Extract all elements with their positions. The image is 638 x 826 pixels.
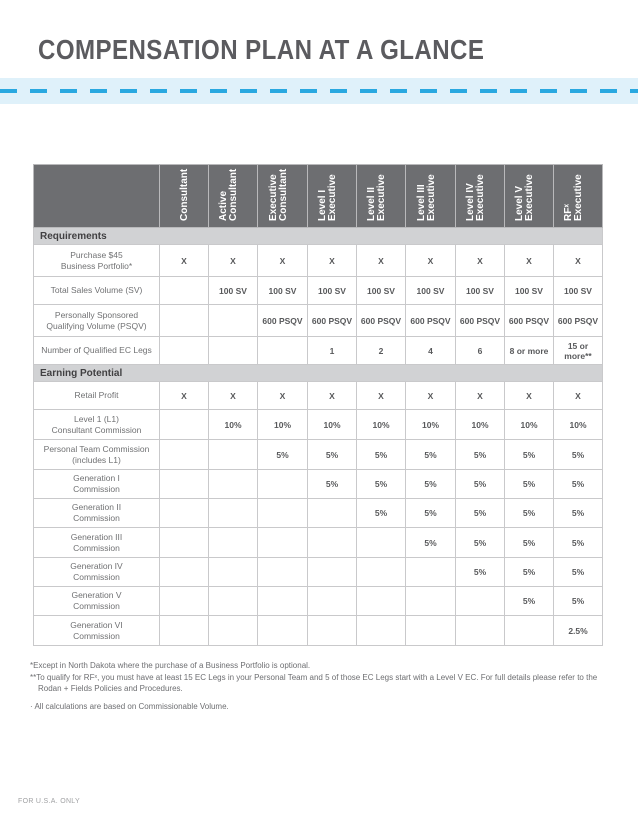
table-cell	[406, 587, 456, 616]
table-cell: 5%	[554, 528, 603, 558]
table-cell: 600 PSQV	[357, 305, 406, 337]
table-cell	[308, 499, 357, 528]
column-header-label: Level II Executive	[366, 174, 387, 221]
section-header-row	[34, 228, 603, 245]
table-cell: 100 SV	[505, 277, 554, 305]
dashed-divider	[0, 78, 638, 104]
table-cell: 100 SV	[258, 277, 308, 305]
table-cell	[406, 616, 456, 646]
table-cell	[209, 528, 258, 558]
table-cell	[160, 410, 209, 440]
table-cell: 10%	[209, 410, 258, 440]
column-header-label: Executive Consultant	[267, 168, 289, 221]
table-cell: 5%	[456, 499, 505, 528]
footer-note: FOR U.S.A. ONLY	[18, 798, 80, 805]
page-title: COMPENSATION PLAN AT A GLANCE	[38, 34, 485, 65]
table-cell: 2.5%	[554, 616, 603, 646]
table-cell	[160, 528, 209, 558]
table-cell: 5%	[554, 440, 603, 470]
row-label: Purchase $45 Business Portfolio*	[34, 245, 160, 277]
table-cell: X	[554, 382, 603, 410]
table-cell: X	[456, 382, 505, 410]
column-header	[406, 165, 456, 228]
table-row	[34, 558, 603, 587]
table-cell	[258, 470, 308, 499]
table-cell	[308, 616, 357, 646]
table-cell: 5%	[505, 558, 554, 587]
table-cell: X	[456, 245, 505, 277]
table-cell: 5%	[406, 470, 456, 499]
table-cell: 5%	[505, 499, 554, 528]
table-cell	[456, 587, 505, 616]
table-cell: 5%	[357, 499, 406, 528]
table-cell	[357, 587, 406, 616]
table-cell: 5%	[505, 470, 554, 499]
table-cell: 1	[308, 337, 357, 365]
table-cell: 5%	[505, 528, 554, 558]
table-cell: 5%	[554, 587, 603, 616]
column-header-label: Level III Executive	[415, 174, 437, 221]
table-cell: 100 SV	[456, 277, 505, 305]
table-cell	[209, 470, 258, 499]
row-label: Generation III Commission	[34, 528, 160, 558]
column-header	[554, 165, 603, 228]
table-row	[34, 528, 603, 558]
table-cell: 10%	[456, 410, 505, 440]
column-header	[209, 165, 258, 228]
table-cell	[258, 616, 308, 646]
row-label: Personal Team Commission (includes L1)	[34, 440, 160, 470]
table-cell	[258, 528, 308, 558]
table-cell: X	[308, 245, 357, 277]
section-header-row	[34, 365, 603, 382]
table-cell	[160, 499, 209, 528]
table-cell: 5%	[505, 440, 554, 470]
table-cell: 5%	[357, 470, 406, 499]
table-cell: 100 SV	[357, 277, 406, 305]
section-title: Earning Potential	[34, 365, 603, 382]
table-cell: 5%	[456, 558, 505, 587]
table-cell: 600 PSQV	[308, 305, 357, 337]
table-cell: 6	[456, 337, 505, 365]
table-cell	[258, 587, 308, 616]
table-cell: 10%	[357, 410, 406, 440]
table-cell: X	[505, 382, 554, 410]
table-row	[34, 305, 603, 337]
table-cell: 5%	[258, 440, 308, 470]
header-row	[34, 165, 603, 228]
table-cell	[258, 558, 308, 587]
table-cell	[160, 440, 209, 470]
row-label: Retail Profit	[34, 382, 160, 410]
table-cell	[209, 558, 258, 587]
table-cell: 600 PSQV	[554, 305, 603, 337]
section-title: Requirements	[34, 228, 603, 245]
column-header	[308, 165, 357, 228]
table-cell	[160, 470, 209, 499]
table-cell: 100 SV	[308, 277, 357, 305]
table-cell: 5%	[456, 440, 505, 470]
table-cell: 15 or more**	[554, 337, 603, 365]
table-cell: 2	[357, 337, 406, 365]
table-cell	[209, 587, 258, 616]
table-cell: 5%	[554, 499, 603, 528]
header-corner	[34, 165, 160, 228]
table-cell: 10%	[505, 410, 554, 440]
table-cell: 100 SV	[209, 277, 258, 305]
table-cell: 4	[406, 337, 456, 365]
table-cell	[308, 528, 357, 558]
row-label: Generation II Commission	[34, 499, 160, 528]
table-row	[34, 616, 603, 646]
table-row	[34, 470, 603, 499]
compensation-table	[33, 164, 603, 646]
table-cell: 10%	[308, 410, 357, 440]
table-cell: X	[505, 245, 554, 277]
table-cell: 5%	[505, 587, 554, 616]
table-cell: 5%	[456, 528, 505, 558]
table-row	[34, 440, 603, 470]
table-cell	[308, 587, 357, 616]
table-cell	[160, 277, 209, 305]
table-row	[34, 382, 603, 410]
table-cell	[209, 305, 258, 337]
table-cell: X	[357, 382, 406, 410]
row-label: Generation I Commission	[34, 470, 160, 499]
table-cell: X	[258, 245, 308, 277]
column-header	[357, 165, 406, 228]
table-cell: 5%	[308, 440, 357, 470]
row-label: Generation IV Commission	[34, 558, 160, 587]
table-cell	[357, 616, 406, 646]
column-header	[456, 165, 505, 228]
table-cell	[258, 337, 308, 365]
column-header-label: Level IV Executive	[465, 174, 486, 221]
table-cell	[258, 499, 308, 528]
footnote: **To qualify for RFˣ, you must have at least 15 EC Legs in your Personal Team and 5 of those EC Legs start with a Level V EC. For full details please refer to the Rodan + Fields Policies and Procedures.	[30, 672, 598, 693]
table-row	[34, 277, 603, 305]
table-cell: 5%	[554, 470, 603, 499]
table-row	[34, 499, 603, 528]
table-cell: 5%	[357, 440, 406, 470]
table-cell	[160, 558, 209, 587]
table-cell	[209, 499, 258, 528]
column-header-label: Consultant	[179, 168, 190, 221]
column-header	[258, 165, 308, 228]
table-cell	[160, 305, 209, 337]
row-label: Personally Sponsored Qualifying Volume (PSQV)	[34, 305, 160, 337]
table-cell	[456, 616, 505, 646]
table-cell: X	[406, 382, 456, 410]
table-cell: 600 PSQV	[406, 305, 456, 337]
table-cell: X	[308, 382, 357, 410]
table-cell: 600 PSQV	[456, 305, 505, 337]
table-cell	[209, 337, 258, 365]
table-cell	[160, 616, 209, 646]
table-cell: 5%	[308, 470, 357, 499]
table-cell: 600 PSQV	[258, 305, 308, 337]
table-cell	[357, 558, 406, 587]
column-header-label: Level V Executive	[514, 174, 535, 221]
table-cell: 5%	[456, 470, 505, 499]
table-cell	[160, 337, 209, 365]
row-label: Number of Qualified EC Legs	[34, 337, 160, 365]
table-cell: 600 PSQV	[505, 305, 554, 337]
table-cell: X	[209, 382, 258, 410]
table-cell	[505, 616, 554, 646]
table-cell: X	[406, 245, 456, 277]
table-cell: X	[209, 245, 258, 277]
table-cell: X	[160, 245, 209, 277]
table-cell: X	[357, 245, 406, 277]
table-cell: X	[554, 245, 603, 277]
row-label: Generation VI Commission	[34, 616, 160, 646]
table-cell: 8 or more	[505, 337, 554, 365]
row-label: Total Sales Volume (SV)	[34, 277, 160, 305]
column-header-label: Level I Executive	[317, 174, 338, 221]
column-header	[160, 165, 209, 228]
table-cell	[308, 558, 357, 587]
table-cell	[357, 528, 406, 558]
footnote: · All calculations are based on Commissionable Volume.	[30, 701, 229, 711]
table-cell	[160, 587, 209, 616]
column-header-label: Active Consultant	[218, 168, 239, 221]
column-header	[505, 165, 554, 228]
table-cell: 100 SV	[406, 277, 456, 305]
table-row	[34, 337, 603, 365]
table-cell: X	[160, 382, 209, 410]
table-cell: 10%	[406, 410, 456, 440]
footnote: *Except in North Dakota where the purchase of a Business Portfolio is optional.	[30, 661, 311, 670]
table-cell: 5%	[406, 440, 456, 470]
table-cell	[406, 558, 456, 587]
table-cell: 10%	[258, 410, 308, 440]
table-row	[34, 587, 603, 616]
table-cell: 5%	[406, 499, 456, 528]
table-cell: 5%	[554, 558, 603, 587]
table-cell	[209, 440, 258, 470]
table-row	[34, 245, 603, 277]
footnotes	[30, 660, 610, 712]
table-cell: X	[258, 382, 308, 410]
row-label: Generation V Commission	[34, 587, 160, 616]
table-cell: 5%	[406, 528, 456, 558]
column-header-label: RFˣ Executive	[563, 174, 584, 221]
table-cell: 10%	[554, 410, 603, 440]
table-row	[34, 410, 603, 440]
row-label: Level 1 (L1) Consultant Commission	[34, 410, 160, 440]
table-cell	[209, 616, 258, 646]
table-cell: 100 SV	[554, 277, 603, 305]
